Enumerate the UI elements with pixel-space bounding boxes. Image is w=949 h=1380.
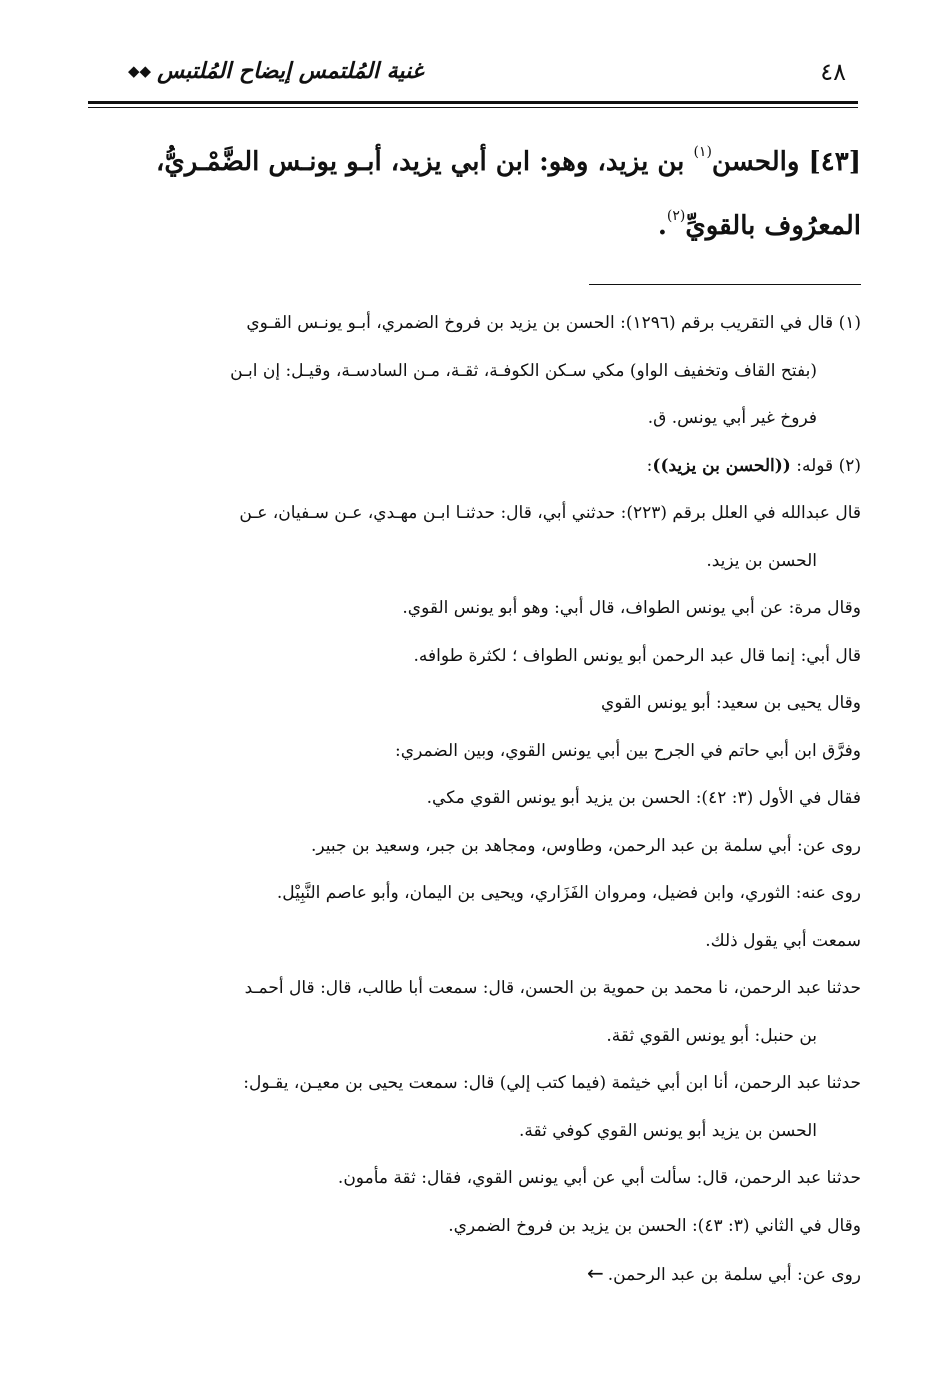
- footnote-line: وقال مرة: عن أبي يونس الطواف، قال أبي: وهو أبو يونس القوي.: [402, 598, 861, 618]
- book-title: غنية المُلتمس إيضاح المُلتبس: [157, 58, 424, 84]
- page-number: ٤٨: [820, 58, 846, 86]
- footnote-line: الحسن بن يزيد أبو يونس القوي كوفي ثقة.: [518, 1120, 817, 1141]
- footnote-separator: [589, 284, 861, 285]
- entry-text-b: بن يزيد، وهو: ابن أبي يزيد، أبـو يونـس الضَّمْـريُّ،: [155, 147, 694, 177]
- footnote-line: فقال في الأول (٣: ٤٢): الحسن بن يزيد أبو يونس القوي مكي.: [426, 788, 861, 808]
- footnote-line: وقال في الثاني (٣: ٤٣): الحسن بن يزيد بن فروخ الضمري.: [448, 1215, 861, 1236]
- footnote-2-heading: [91, 443, 861, 491]
- footnote-line: (١) قال في التقريب برقم (١٢٩٦): الحسن بن يزيد بن فروخ الضمري، أبـو يونـس القـوي: [246, 313, 861, 333]
- entry-text-d: .: [657, 211, 667, 241]
- footnote-line: فروخ غير أبي يونس. ق.: [647, 408, 817, 428]
- running-title: [128, 58, 423, 84]
- footnotes: [91, 300, 861, 1298]
- footnote-line: (بفتح القاف وتخفيف الواو) مكي سـكن الكوفـة، ثقـة، مـن السادسـة، وقيـل: إن ابـن: [230, 360, 817, 381]
- footnote-line: حدثنا عبد الرحمن، نا محمد بن حموية بن الحسن، قال: سمعت أبا طالب، قال: قال أحمـد: [244, 978, 861, 998]
- footnote-2-suffix: :: [646, 455, 653, 476]
- header-rule: [88, 101, 858, 104]
- footnote-line: قال أبي: إنما قال عبد الرحمن أبو يونس الطواف ؛ لكثرة طوافه.: [413, 645, 861, 666]
- footnote-line: بن حنبل: أبو يونس القوي ثقة.: [606, 1025, 817, 1046]
- footnote-line: حدثنا عبد الرحمن، قال: سألت أبي عن أبي يونس القوي، فقال: ثقة مأمون.: [337, 1168, 861, 1188]
- footnote-line: حدثنا عبد الرحمن، أنا ابن أبي خيثمة (فيما كتب إلي) قال: سمعت يحيى بن معيـن، يقـول:: [243, 1073, 861, 1093]
- continue-arrow-icon: ←: [587, 1261, 604, 1285]
- footnote-line: سمعت أبي يقول ذلك.: [705, 930, 861, 951]
- entry-text-c: المعرُوف بالقويِّ: [685, 211, 861, 241]
- footnote-line: الحسن بن يزيد.: [706, 550, 817, 571]
- header-rule-thin: [88, 107, 858, 108]
- footnote-line: وقال يحيى بن سعيد: أبو يونس القوي: [601, 693, 861, 713]
- footnote-2-prefix: (٢) قوله:: [790, 455, 861, 476]
- footnote-line: روى عن: أبي سلمة بن عبد الرحمن، وطاوس، ومجاهد بن جبر، وسعيد بن جبير.: [311, 835, 861, 856]
- footnote-last-line: [91, 1250, 861, 1298]
- diamond-ornament-icon: ◆◆: [128, 62, 152, 80]
- footnote-ref-1: (١): [693, 144, 712, 160]
- footnote-line: روى عنه: الثوري، وابن فضيل، ومروان الفَزَاري، ويحيى بن اليمان، وأبو عاصم النَّبِيْل.: [276, 883, 861, 903]
- entry-text-a: [٤٣] والحسن: [711, 147, 861, 177]
- footnote-line: قال عبدالله في العلل برقم (٢٢٣): حدثني أبي، قال: حدثنـا ابـن مهـدي، عـن سـفيان، عـن: [239, 503, 861, 523]
- footnote-line: وفرَّق ابن أبي حاتم في الجرح بين أبي يونس القوي، وبين الضمري:: [395, 740, 861, 761]
- footnote-ref-2: (٢): [666, 208, 686, 224]
- main-entry: [81, 130, 861, 258]
- footnote-line: روى عن: أبي سلمة بن عبد الرحمن.: [607, 1265, 861, 1285]
- running-header: [88, 52, 858, 92]
- footnote-2-bold: ((الحسن بن يزيد)): [652, 455, 791, 476]
